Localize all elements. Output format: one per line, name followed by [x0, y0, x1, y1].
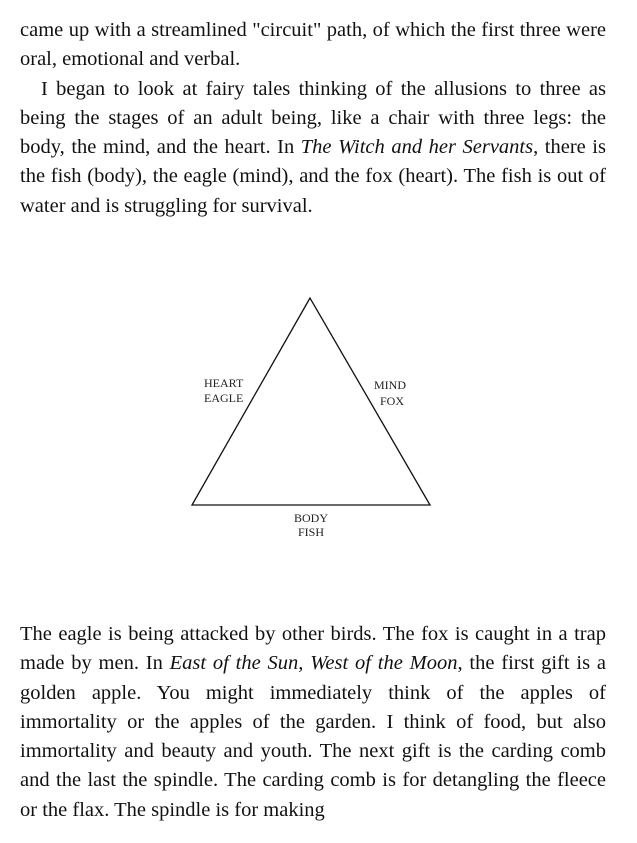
book-title: The Witch and her Servants: [300, 136, 534, 159]
paragraph-text: , there is the fish (body), the eagle (mind), and the fox (heart). The fish is out of water and is struggling for survival.: [20, 136, 606, 217]
book-title: East of the Sun, West of the Moon: [169, 652, 458, 675]
paragraph-text: , the first gift is a golden apple. You might immediately think of the apples of immortality or the apples of the garden. I think of food, but also immortality and beauty and youth. The next gift is the carding comb and the last the spindle. The carding comb is for detangling the fleece or the flax. The spindle is for making: [20, 652, 606, 821]
continued-paragraph: came up with a streamlined "circuit" path, of which the first three were oral, emotional and verbal.: [20, 19, 606, 71]
label-mind: MIND: [374, 378, 406, 392]
label-fox: FOX: [380, 394, 405, 408]
label-fish: FISH: [298, 525, 325, 539]
top-paragraphs: [20, 16, 606, 221]
paragraph-text: The eagle is being attacked by other birds. The fox is caught in a trap made by men. In: [20, 623, 606, 675]
bottom-paragraph: [20, 620, 606, 825]
paragraph-fairy-tales: [20, 75, 606, 221]
label-body: BODY: [294, 511, 329, 525]
label-heart: HEART: [204, 376, 244, 390]
label-eagle: EAGLE: [204, 391, 244, 405]
paragraph-gifts: [20, 620, 606, 825]
triangle-diagram: [0, 280, 637, 550]
paragraph-text: I began to look at fairy tales thinking of the allusions to three as being the stages of an adult being, like a chair with three legs: the body, the mind, and the heart. In: [20, 77, 606, 159]
